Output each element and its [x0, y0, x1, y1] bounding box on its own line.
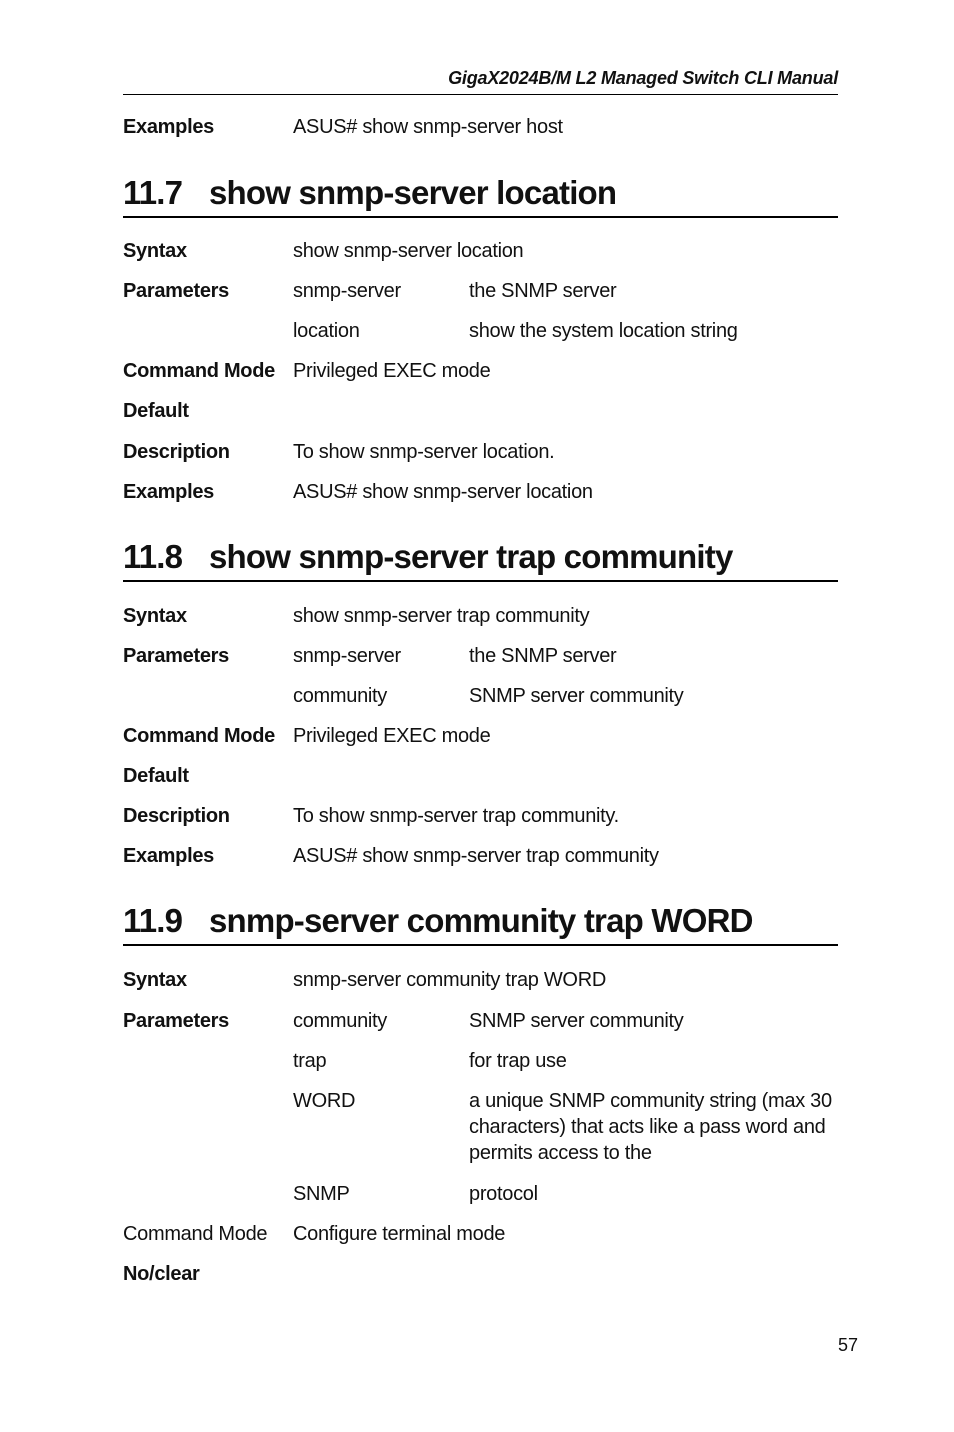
default-label: Default — [123, 400, 189, 422]
description-label: Description — [123, 441, 230, 463]
examples-label: Examples — [123, 116, 214, 138]
running-header: GigaX2024B/M L2 Managed Switch CLI Manual — [448, 68, 838, 88]
section-heading-11-7 — [123, 174, 838, 218]
examples-label: Examples — [123, 845, 214, 867]
parameter-name: trap — [293, 1050, 327, 1072]
command-mode-label: Command Mode — [123, 1223, 268, 1245]
section-title: show snmp-server location — [209, 174, 617, 211]
command-mode-value: Privileged EXEC mode — [293, 360, 491, 382]
examples-value: ASUS# show snmp-server trap community — [293, 845, 659, 867]
command-mode-label: Command Mode — [123, 725, 275, 747]
examples-value: ASUS# show snmp-server location — [293, 481, 593, 503]
section-heading-11-8 — [123, 538, 838, 582]
syntax-value: snmp-server community trap WORD — [293, 969, 606, 991]
section-title: snmp-server community trap WORD — [209, 902, 753, 939]
parameter-desc: a unique SNMP community string (max 30 characters) that acts like a pass word and permits access to the — [469, 1090, 832, 1164]
section-heading-11-9 — [123, 902, 838, 946]
parameter-name: snmp-server — [293, 645, 401, 667]
syntax-value: show snmp-server trap community — [293, 605, 590, 627]
command-mode-label: Command Mode — [123, 360, 275, 382]
parameters-label: Parameters — [123, 280, 229, 302]
header-rule — [123, 94, 838, 95]
parameter-desc: for trap use — [469, 1050, 567, 1072]
parameter-name: location — [293, 320, 360, 342]
syntax-label: Syntax — [123, 240, 187, 262]
command-mode-value: Privileged EXEC mode — [293, 725, 491, 747]
noclear-label: No/clear — [123, 1263, 200, 1285]
parameter-desc: show the system location string — [469, 320, 738, 342]
default-label: Default — [123, 765, 189, 787]
parameter-name: community — [293, 1010, 387, 1032]
page-number: 57 — [838, 1335, 859, 1355]
parameter-desc: the SNMP server — [469, 280, 617, 302]
parameter-desc: protocol — [469, 1183, 538, 1205]
parameter-name: WORD — [293, 1090, 356, 1112]
section-number: 11.7 — [123, 174, 183, 211]
parameter-desc: the SNMP server — [469, 645, 617, 667]
syntax-label: Syntax — [123, 605, 187, 627]
examples-value: ASUS# show snmp-server host — [293, 116, 563, 138]
description-label: Description — [123, 805, 230, 827]
parameter-name: community — [293, 685, 387, 707]
description-value: To show snmp-server location. — [293, 441, 555, 463]
parameter-desc: SNMP server community — [469, 685, 684, 707]
description-value: To show snmp-server trap community. — [293, 805, 619, 827]
section-number: 11.9 — [123, 902, 183, 939]
parameters-label: Parameters — [123, 645, 229, 667]
parameter-name: snmp-server — [293, 280, 401, 302]
section-title: show snmp-server trap community — [209, 538, 733, 575]
section-number: 11.8 — [123, 538, 183, 575]
parameters-label: Parameters — [123, 1010, 229, 1032]
parameter-name: SNMP — [293, 1183, 350, 1205]
syntax-label: Syntax — [123, 969, 187, 991]
syntax-value: show snmp-server location — [293, 240, 524, 262]
parameter-desc: SNMP server community — [469, 1010, 684, 1032]
command-mode-value: Configure terminal mode — [293, 1223, 506, 1245]
examples-label: Examples — [123, 481, 214, 503]
